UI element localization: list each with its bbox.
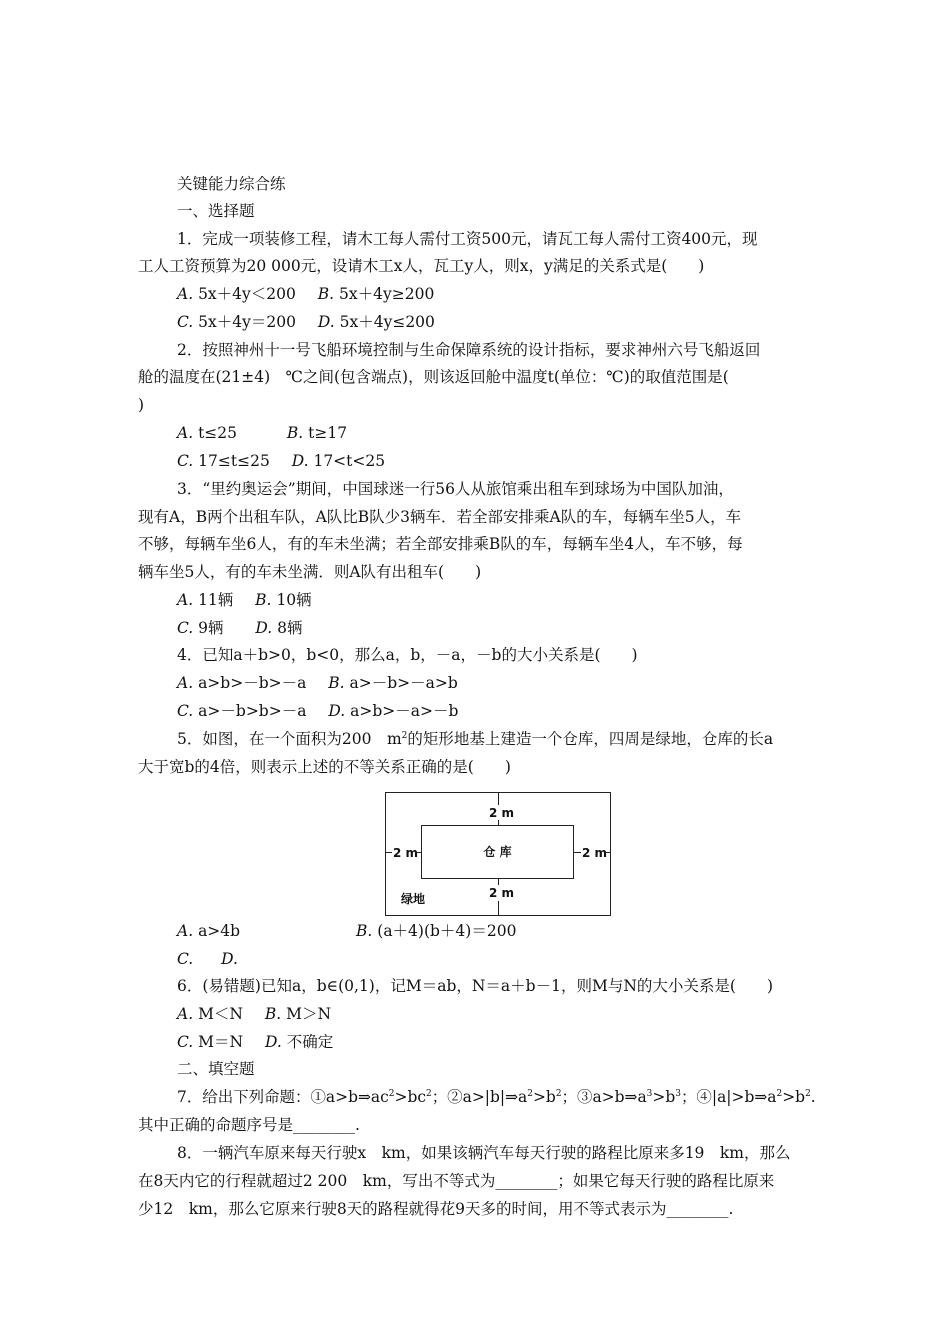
q7-text: ；④|a|>b⇒a [680,1088,777,1106]
q1-line-2: 工人工资预算为20 000元，设请木工x人，瓦工y人，则x，y满足的关系式是( ) [138,257,705,275]
option-letter: D. [221,950,238,968]
option-text: 17<t<25 [313,452,386,470]
option-letter: C. [177,619,194,637]
option-text: a>－b>b>－a [198,702,307,720]
q8-line-2: 在8天内它的行程就超过2 200 km，写出不等式为________；如果它每天行驶的路程比原来 [138,1172,775,1190]
q7-text: >b [652,1088,676,1106]
warehouse-label: 仓 库 [483,845,512,859]
q7-sup: 2 [805,1088,811,1099]
warehouse-rect [421,825,574,879]
option-letter: D. [317,313,335,331]
q4-options-ab [177,673,458,693]
option-letter: C. [177,313,194,331]
option-letter: C. [177,452,194,470]
q7-line-2: 其中正确的命题序号是________. [138,1116,360,1134]
option-letter: B. [317,285,335,303]
option-text: 17≤t≤25 [198,452,270,470]
option-letter: D. [291,452,309,470]
part-fill-title: 二、填空题 [177,1060,255,1078]
option-letter: A. [177,674,194,692]
q7-line-1 [177,1087,816,1107]
option-text: M＞N [286,1005,332,1023]
q7-text: ；③a>b⇒a [561,1088,647,1106]
right-dimension-line [604,852,610,853]
option-letter: C. [177,702,194,720]
q5-option-b [356,921,516,941]
q6-options-ab [177,1004,331,1024]
q5-superscript: 2 [401,730,408,741]
q7-sup: 2 [555,1088,562,1099]
option-letter: B. [264,1005,282,1023]
q5-line-2: 大于宽b的4倍，则表示上述的不等关系正确的是( ) [138,758,511,776]
q2-line-2: 舱的温度在(21±4) ℃之间(包含端点)，则该返回舱中温度t(单位：℃)的取值范围是( [138,368,729,386]
option-text: (a＋4)(b＋4)＝200 [377,922,517,940]
option-text: 5x＋4y＝200 [198,313,296,331]
option-letter: D. [328,702,346,720]
left-dimension-label: 2 m [393,846,419,860]
q6-line-1: 6．(易错题)已知a，b∈(0,1)，记M＝ab，N＝a＋b－1，则M与N的大小关系是( ) [177,977,773,995]
q5-options-ab [177,921,240,941]
q4-line-1: 4．已知a＋b>0，b<0，那么a，b，－a，－b的大小关系是( ) [177,646,638,664]
q7-sup: 3 [675,1088,681,1099]
option-text: a>b>－a>－b [350,702,459,720]
option-letter: A. [177,922,194,940]
right-dimension-label: 2 m [582,846,608,860]
option-text: 不确定 [286,1033,334,1051]
green-area-label: 绿地 [401,892,426,906]
option-letter: C. [177,950,194,968]
top-dimension-line [498,793,499,805]
q7-text: >b [532,1088,556,1106]
q3-options-cd [177,618,303,638]
left-dimension-line [386,852,392,853]
option-text: 11辆 [198,591,234,609]
q7-sup: 3 [646,1088,653,1099]
q7-sup: 2 [388,1088,395,1099]
q3-line-4: 辆车坐5人，有的车未坐满．则A队有出租车( ) [138,563,482,581]
q5-line-1 [177,729,773,749]
q5-text-pre: 5．如图，在一个面积为200 m [177,730,402,748]
q3-line-3: 不够，每辆车坐6人，有的车未坐满；若全部安排乘B队的车，每辆车坐4人，车不够，每 [138,535,743,553]
option-text: 10辆 [276,591,312,609]
q2-line-1: 2．按照神州十一号飞船环境控制与生命保障系统的设计指标，要求神州六号飞船返回 [177,341,761,359]
q2-options-ab [177,423,347,443]
option-letter: A. [177,1005,194,1023]
option-letter: D. [255,619,273,637]
bottom-dimension-line [498,901,499,915]
option-text: a>b>－b>－a [198,674,307,692]
bottom-dimension-line-upper [498,879,499,885]
q6-options-cd [177,1032,333,1052]
option-letter: B. [255,591,272,609]
q7-sup: 2 [776,1088,783,1099]
q2-options-cd [177,451,385,471]
part-choice-title: 一、选择题 [177,202,255,220]
option-letter: A. [177,424,194,442]
option-letter: B. [286,424,304,442]
option-text: 5x＋4y≥200 [339,285,435,303]
q3-options-ab [177,590,312,610]
option-text: 8辆 [277,619,303,637]
option-text: M＝N [198,1033,244,1051]
option-text: 5x＋4y≤200 [339,313,435,331]
q7-sup: 2 [527,1088,533,1099]
option-text: 9辆 [198,619,224,637]
q7-text: . [810,1088,816,1106]
q7-text: >bc [394,1088,427,1106]
option-text: 5x＋4y＜200 [198,285,296,303]
q3-line-1: 3．“里约奥运会”期间，中国球迷一行56人从旅馆乘出租车到球场为中国队加油， [177,480,734,498]
q4-options-cd [177,701,458,721]
option-text: a>4b [198,922,241,940]
q7-text: >b [782,1088,806,1106]
option-letter: C. [177,1033,194,1051]
bottom-dimension-label: 2 m [489,886,515,900]
option-text: t≤25 [198,424,238,442]
q8-line-1: 8．一辆汽车原来每天行驶x km，如果该辆汽车每天行驶的路程比原来多19 km，那么 [177,1144,791,1162]
option-letter: A. [177,285,194,303]
q5-text-post: 的矩形地基上建造一个仓库，四周是绿地，仓库的长a [407,730,774,748]
q1-line-1: 1．完成一项装修工程，请木工每人需付工资500元，请瓦工每人需付工资400元，现 [177,230,758,248]
q8-line-3: 少12 km，那么它原来行驶8天的路程就得花9天多的时间，用不等式表示为________. [138,1200,734,1218]
q2-line-3: ) [138,396,145,414]
q7-text: 7．给出下列命题：①a>b⇒ac [177,1088,389,1106]
option-letter: B. [328,674,345,692]
right-dimension-line-inner [574,852,581,853]
warehouse-figure [385,792,611,916]
q1-options-ab [177,284,434,304]
option-text: a>－b>－a>b [349,674,458,692]
option-text: t≥17 [308,424,348,442]
option-letter: B. [356,922,373,940]
top-dimension-label: 2 m [489,806,515,820]
option-text: M＜N [198,1005,243,1023]
q7-sup: 2 [426,1088,432,1099]
q1-options-cd [177,312,435,332]
section-title: 关键能力综合练 [177,175,286,193]
q3-line-2: 现有A，B两个出租车队，A队比B队少3辆车．若全部安排乘A队的车，每辆车坐5人，车 [138,508,742,526]
q5-options-cd [177,949,238,969]
option-letter: D. [264,1033,282,1051]
option-letter: A. [177,591,194,609]
q7-text: ；②a>|b|⇒a [431,1088,528,1106]
